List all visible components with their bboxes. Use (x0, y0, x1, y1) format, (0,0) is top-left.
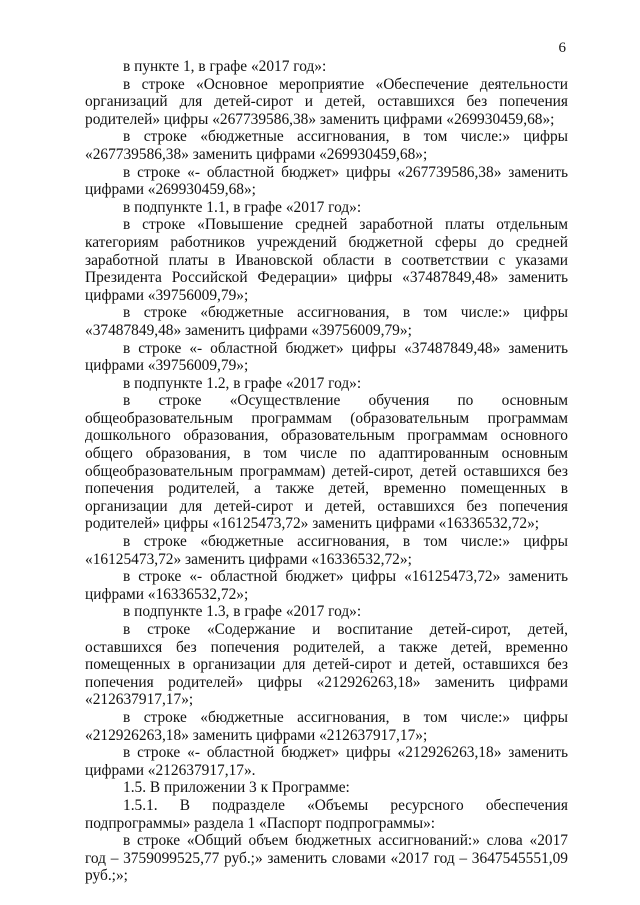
document-body (85, 58, 568, 885)
paragraph: 1.5.1. В подразделе «Объемы ресурсного обеспечения подпрограммы» раздела 1 «Паспорт подпрограммы»: (85, 796, 568, 832)
paragraph: в строке «бюджетные ассигнования, в том числе:» цифры «16125473,72» заменить цифрами «16336532,72»; (85, 533, 568, 568)
paragraph: в подпункте 1.2, в графе «2017 год»: (123, 374, 362, 392)
paragraph: в строке «бюджетные ассигнования, в том числе:» цифры «37487849,48» заменить цифрами «39756009,79»; (85, 304, 568, 339)
paragraph: в строке «бюджетные ассигнования, в том числе:» цифры «267739586,38» заменить цифрами «269930459,68»; (85, 128, 568, 163)
paragraph: в строке «Содержание и воспитание детей-сирот, детей, оставшихся без попечения родителей, а также детей, временно помещенных в организации для детей-сирот и детей, оставшихся без попечения родителей» цифры «212926263,18» заменить цифрами «212637917,17»; (85, 621, 568, 709)
paragraph: в строке «- областной бюджет» цифры «37487849,48» заменить цифрами «39756009,79»; (85, 339, 568, 375)
paragraph: в строке «бюджетные ассигнования, в том числе:» цифры «212926263,18» заменить цифрами «212637917,17»; (85, 708, 568, 744)
paragraph: в строке «- областной бюджет» цифры «212926263,18» заменить цифрами «212637917,17». (85, 744, 568, 779)
paragraph: в строке «Общий объем бюджетных ассигнований:» слова «2017 год – 3759099525,77 руб.;» заменить словами «2017 год – 3647545551,09 руб.;»; (85, 832, 568, 885)
paragraph: в пункте 1, в графе «2017 год»: (123, 58, 327, 75)
page-number: 6 (558, 40, 566, 56)
paragraph: в строке «Повышение средней заработной платы отдельным категориям работников учреждений бюджетной сферы до средней заработной платы в Ивановской области в соответствии с указами Президента Российской Федерации» цифры «37487849,48» заменить цифрами «39756009,79»; (85, 216, 568, 304)
paragraph: в строке «Основное мероприятие «Обеспечение деятельности организаций для детей-сирот и детей, оставшихся без попечения родителей» цифры «267739586,38» заменить цифрами «269930459,68»; (85, 75, 568, 128)
paragraph: 1.5. В приложении 3 к Программе: (123, 779, 350, 797)
paragraph: в строке «Осуществление обучения по основным общеобразовательным программам (образовательным программам дошкольного образования, образовательным программам основного общего образования, в том числе по адаптированным основным общеобразовательным программам) детей-сирот, детей оставшихся без попечения родителей, а также детей, временно помещенных в организации для детей-сирот и детей, оставшихся без попечения родителей» цифры «16125473,72» заменить цифрами «16336532,72»; (85, 392, 568, 533)
paragraph: в строке «- областной бюджет» цифры «16125473,72» заменить цифрами «16336532,72»; (85, 568, 568, 603)
paragraph: в подпункте 1.3, в графе «2017 год»: (123, 603, 362, 621)
paragraph: в строке «- областной бюджет» цифры «267739586,38» заменить цифрами «269930459,68»; (85, 163, 568, 199)
paragraph: в подпункте 1.1, в графе «2017 год»: (123, 198, 362, 216)
